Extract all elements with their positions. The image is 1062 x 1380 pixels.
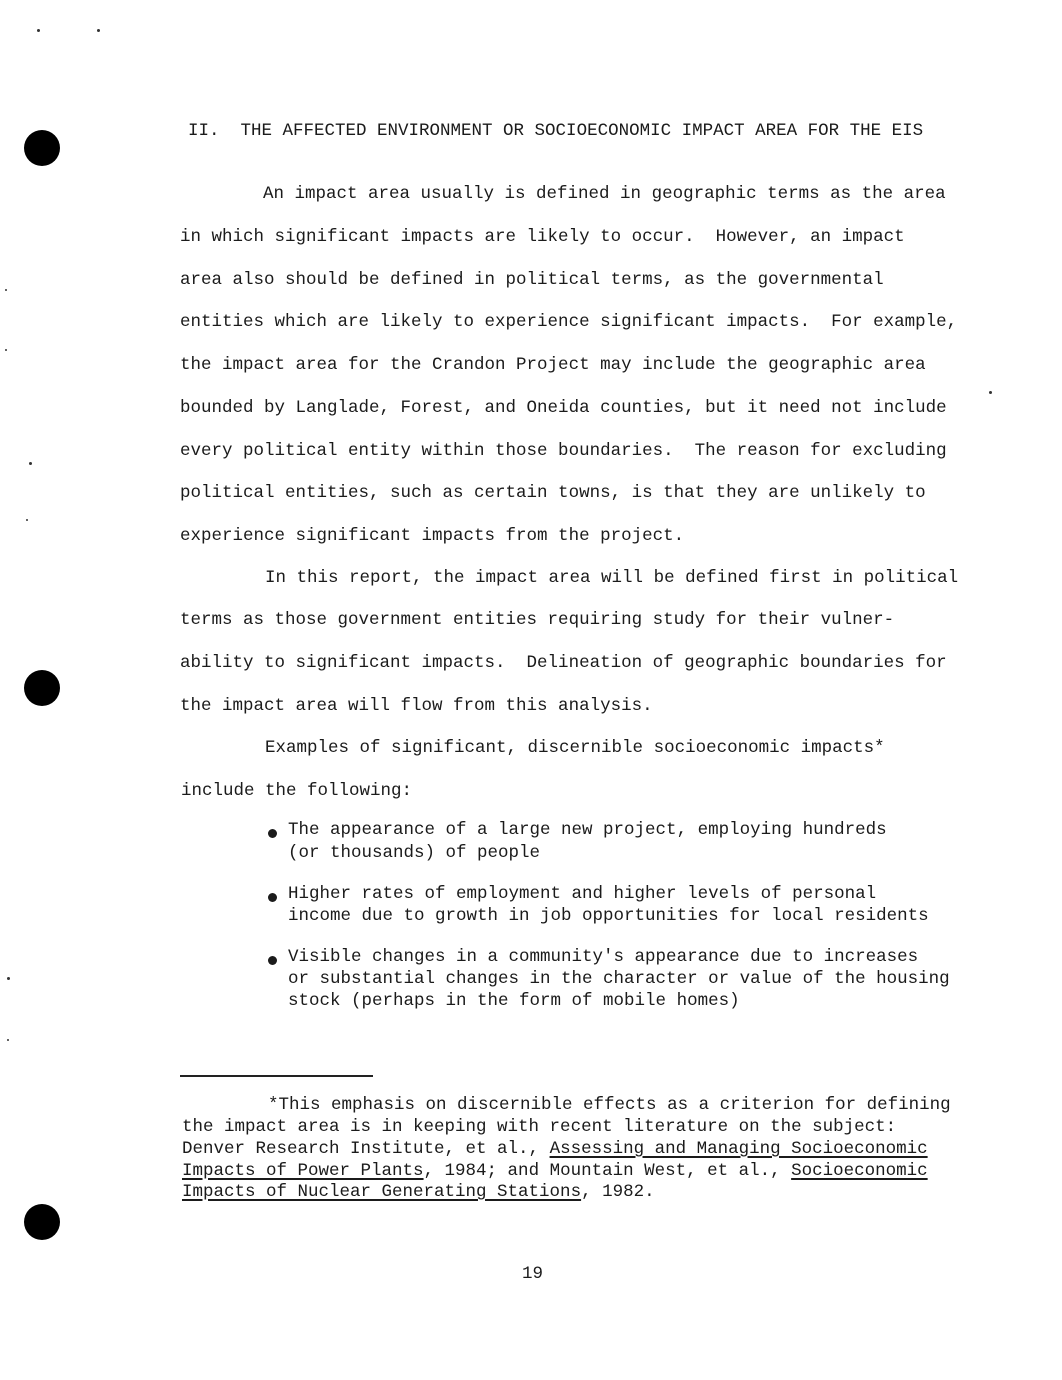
body-text-line: in which significant impacts are likely to occur. However, an impact <box>180 227 905 247</box>
scan-speck <box>7 977 10 980</box>
footnote-line <box>182 1160 928 1182</box>
body-text-line: area also should be defined in political terms, as the governmental <box>180 270 884 290</box>
scan-speck <box>37 29 40 32</box>
punch-hole <box>24 130 60 166</box>
scan-speck <box>29 462 32 465</box>
scan-speck <box>989 391 992 394</box>
scan-speck <box>5 289 7 291</box>
scan-speck <box>97 29 100 32</box>
footnote-divider <box>180 1075 373 1077</box>
footnote-line <box>182 1138 928 1160</box>
scan-speck <box>26 519 28 521</box>
footnote-line: the impact area is in keeping with recent literature on the subject: <box>182 1117 897 1137</box>
bullet-item-line: stock (perhaps in the form of mobile homes) <box>288 991 740 1011</box>
body-text-line: Examples of significant, discernible socioeconomic impacts* <box>265 738 885 758</box>
body-text-line: every political entity within those boundaries. The reason for excluding <box>180 441 947 461</box>
bullet-item-line: Visible changes in a community's appearance due to increases <box>288 947 919 967</box>
bullet-item-line: (or thousands) of people <box>288 843 541 863</box>
punch-hole <box>24 670 60 706</box>
footnote-line: *This emphasis on discernible effects as a criterion for defining <box>268 1095 951 1115</box>
scan-speck <box>5 349 7 351</box>
body-text-line: ability to significant impacts. Delineation of geographic boundaries for <box>180 653 947 673</box>
page-number: 19 <box>522 1264 544 1284</box>
body-text-line: experience significant impacts from the project. <box>180 526 685 546</box>
bullet-item-line: income due to growth in job opportunities for local residents <box>288 906 929 926</box>
citation-title: Socioeconomic <box>791 1161 928 1181</box>
citation-details: , 1982. <box>581 1182 655 1202</box>
bullet-item-line: or substantial changes in the character or value of the housing <box>288 969 950 989</box>
citation-title: Impacts of Nuclear Generating Stations <box>182 1182 582 1202</box>
bullet-item-line: Higher rates of employment and higher levels of personal <box>288 884 877 904</box>
citation-details: , 1984; and Mountain West, et al., <box>423 1161 792 1181</box>
bullet-icon <box>268 956 277 965</box>
bullet-icon <box>268 893 277 902</box>
bullet-icon <box>268 829 277 838</box>
body-text-line: In this report, the impact area will be defined first in political <box>265 568 959 588</box>
body-text-line: bounded by Langlade, Forest, and Oneida counties, but it need not include <box>180 398 947 418</box>
citation-authors: Denver Research Institute, et al., <box>182 1139 550 1159</box>
section-heading: II. THE AFFECTED ENVIRONMENT OR SOCIOECONOMIC IMPACT AREA FOR THE EIS <box>188 121 924 141</box>
scan-speck <box>7 1039 9 1041</box>
body-text-line: An impact area usually is defined in geographic terms as the area <box>263 184 946 204</box>
body-text-line: entities which are likely to experience significant impacts. For example, <box>180 312 958 332</box>
punch-hole <box>24 1204 60 1240</box>
body-text-line: political entities, such as certain towns, is that they are unlikely to <box>180 483 926 503</box>
citation-title: Impacts of Power Plants <box>182 1161 424 1181</box>
body-text-line: include the following: <box>181 781 413 801</box>
bullet-item-line: The appearance of a large new project, employing hundreds <box>288 820 887 840</box>
body-text-line: the impact area will flow from this analysis. <box>180 696 653 716</box>
body-text-line: the impact area for the Crandon Project may include the geographic area <box>180 355 926 375</box>
citation-title: Assessing and Managing Socioeconomic <box>549 1139 928 1159</box>
body-text-line: terms as those government entities requiring study for their vulner- <box>180 610 895 630</box>
footnote-line <box>182 1181 655 1203</box>
